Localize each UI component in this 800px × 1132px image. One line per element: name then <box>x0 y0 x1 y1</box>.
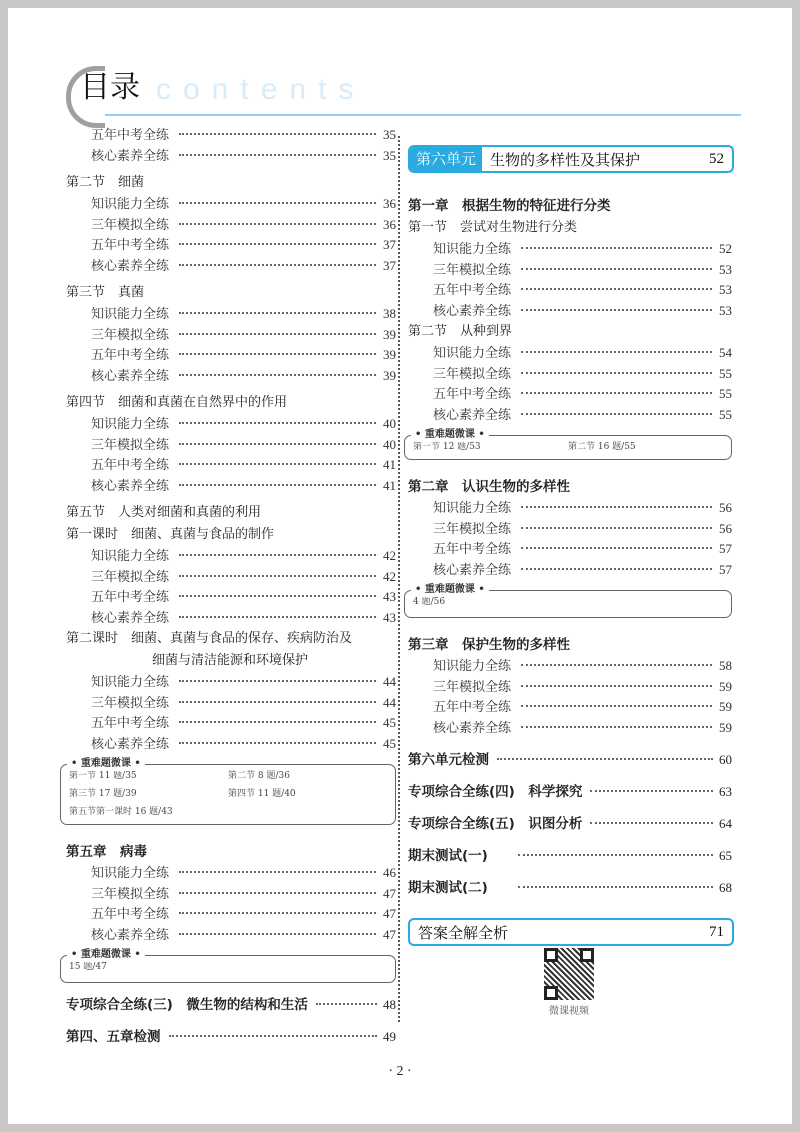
toc-entry[interactable]: 三年模拟全练 47 <box>91 885 396 902</box>
micro-lesson-box <box>404 584 732 618</box>
toc-entry[interactable]: 知识能力全练 58 <box>433 658 732 674</box>
toc-entry-test[interactable]: 第四、五章检测 49 <box>66 1029 396 1045</box>
toc-entry[interactable]: 知识能力全练 36 <box>91 196 396 212</box>
micro-lesson-title: • 重难题微课 • <box>411 428 489 442</box>
toc-entry[interactable]: 五年中考全练 59 <box>433 699 732 715</box>
chapter-heading: 第五章 病毒 <box>66 844 147 860</box>
toc-entry[interactable]: 五年中考全练 53 <box>433 282 732 298</box>
chapter-heading: 第三章 保护生物的多样性 <box>408 637 570 653</box>
toc-entry[interactable]: 知识能力全练 44 <box>91 674 396 690</box>
answers-header[interactable] <box>408 918 734 946</box>
page-title: 目录 <box>80 70 140 105</box>
toc-entry[interactable]: 五年中考全练 37 <box>91 237 396 253</box>
section-heading: 第二节 从种到界 <box>408 324 513 339</box>
unit-tag: 第六单元 <box>410 147 482 171</box>
section-heading: 第二节 细菌 <box>66 175 145 190</box>
qr-block <box>537 948 601 1017</box>
toc-entry[interactable]: 知识能力全练 40 <box>91 416 396 432</box>
toc-entry[interactable]: 核心素养全练 53 <box>433 302 732 319</box>
micro-lesson-entry[interactable]: 第一节 11 题/35 <box>69 771 137 781</box>
toc-entry[interactable]: 三年模拟全练 59 <box>433 678 732 695</box>
micro-lesson-box <box>60 949 396 983</box>
toc-entry[interactable]: 知识能力全练 38 <box>91 306 396 322</box>
toc-entry[interactable]: 核心素养全练 41 <box>91 477 396 494</box>
toc-entry[interactable]: 三年模拟全练 53 <box>433 261 732 278</box>
toc-entry[interactable]: 核心素养全练 45 <box>91 735 396 752</box>
toc-entry[interactable]: 知识能力全练 56 <box>433 500 732 516</box>
toc-entry[interactable]: 三年模拟全练 36 <box>91 216 396 233</box>
toc-entry[interactable]: 三年模拟全练 42 <box>91 568 396 585</box>
page-subtitle: contents <box>156 73 366 106</box>
toc-entry[interactable]: 核心素养全练 59 <box>433 719 732 736</box>
toc-entry[interactable]: 核心素养全练 35 <box>91 147 396 164</box>
micro-lesson-title: • 重难题微课 • <box>67 757 145 771</box>
right-column <box>408 145 732 946</box>
chapter-heading: 第二章 认识生物的多样性 <box>408 479 570 495</box>
toc-entry[interactable]: 三年模拟全练 39 <box>91 326 396 343</box>
micro-lesson-entry[interactable]: 第四节 11 题/40 <box>228 789 296 799</box>
toc-entry-test[interactable]: 第六单元检测 60 <box>408 752 732 768</box>
toc-entry[interactable]: 核心素养全练 47 <box>91 926 396 943</box>
micro-lesson-box <box>404 429 732 460</box>
toc-entry[interactable]: 五年中考全练 47 <box>91 906 396 922</box>
toc-entry[interactable]: 五年中考全练 39 <box>91 347 396 363</box>
section-heading: 第四节 细菌和真菌在自然界中的作用 <box>66 395 288 410</box>
micro-lesson-box <box>60 758 396 825</box>
toc-entry[interactable]: 知识能力全练 54 <box>433 345 732 361</box>
toc-entry[interactable]: 知识能力全练 46 <box>91 865 396 881</box>
unit-header[interactable] <box>408 145 734 173</box>
qr-label: 微课视频 <box>549 1006 589 1017</box>
section-heading: 第三节 真菌 <box>66 285 145 300</box>
unit-page: 52 <box>709 150 724 167</box>
toc-entry[interactable]: 三年模拟全练 55 <box>433 365 732 382</box>
page-number: · 2 · <box>388 1064 412 1079</box>
section-heading: 第一节 尝试对生物进行分类 <box>408 220 578 235</box>
micro-lesson-title: • 重难题微课 • <box>411 583 489 597</box>
toc-entry-special[interactable]: 专项综合全练(五) 识图分析 64 <box>408 816 732 832</box>
toc-entry-final-exam[interactable]: 期末测试(一) 65 <box>408 848 732 864</box>
answers-title: 答案全解全析 <box>418 923 509 942</box>
toc-entry-special[interactable]: 专项综合全练(四) 科学探究 63 <box>408 784 732 800</box>
micro-lesson-entry[interactable]: 第二节 16 题/55 <box>568 442 636 452</box>
toc-entry[interactable]: 五年中考全练 35 <box>91 127 396 143</box>
toc-entry[interactable]: 三年模拟全练 56 <box>433 520 732 537</box>
left-column <box>66 125 396 1053</box>
toc-entry[interactable]: 核心素养全练 55 <box>433 406 732 423</box>
micro-lesson-entry[interactable]: 第三节 17 题/39 <box>69 789 137 799</box>
micro-lesson-title: • 重难题微课 • <box>67 948 145 962</box>
toc-entry-final-exam[interactable]: 期末测试(二) 68 <box>408 880 732 896</box>
qr-code-icon[interactable] <box>544 948 594 1000</box>
toc-entry-special[interactable]: 专项综合全练(三) 微生物的结构和生活 48 <box>66 997 396 1013</box>
toc-entry[interactable]: 五年中考全练 57 <box>433 541 732 557</box>
micro-lesson-entry[interactable]: 第一节 12 题/53 <box>413 442 481 452</box>
toc-entry[interactable]: 核心素养全练 43 <box>91 609 396 626</box>
micro-lesson-entry[interactable]: 15 题/47 <box>69 962 107 972</box>
toc-entry[interactable]: 知识能力全练 42 <box>91 548 396 564</box>
micro-lesson-entry[interactable]: 第二节 8 题/36 <box>228 771 290 781</box>
toc-entry[interactable]: 五年中考全练 43 <box>91 589 396 605</box>
toc-entry[interactable]: 五年中考全练 41 <box>91 457 396 473</box>
lesson-heading-continued: 细菌与清洁能源和环境保护 <box>152 653 309 668</box>
column-divider <box>398 136 400 1022</box>
answers-page: 71 <box>709 923 724 940</box>
toc-entry[interactable]: 三年模拟全练 40 <box>91 436 396 453</box>
toc-entry[interactable]: 三年模拟全练 44 <box>91 694 396 711</box>
toc-entry[interactable]: 五年中考全练 55 <box>433 386 732 402</box>
lesson-heading: 第二课时 细菌、真菌与食品的保存、疾病防治及 <box>66 631 353 646</box>
section-heading: 第五节 人类对细菌和真菌的利用 <box>66 505 262 520</box>
unit-title: 生物的多样性及其保护 <box>490 150 641 169</box>
header-rule <box>105 114 741 116</box>
lesson-heading: 第一课时 细菌、真菌与食品的制作 <box>66 527 275 542</box>
toc-entry[interactable]: 五年中考全练 45 <box>91 715 396 731</box>
toc-entry[interactable]: 知识能力全练 52 <box>433 241 732 257</box>
micro-lesson-entry[interactable]: 第五节第一课时 16 题/43 <box>69 807 173 817</box>
toc-entry[interactable]: 核心素养全练 39 <box>91 367 396 384</box>
micro-lesson-entry[interactable]: 4 题/56 <box>413 597 446 607</box>
chapter-heading: 第一章 根据生物的特征进行分类 <box>408 198 611 214</box>
toc-entry[interactable]: 核心素养全练 37 <box>91 257 396 274</box>
toc-entry[interactable]: 核心素养全练 57 <box>433 561 732 578</box>
